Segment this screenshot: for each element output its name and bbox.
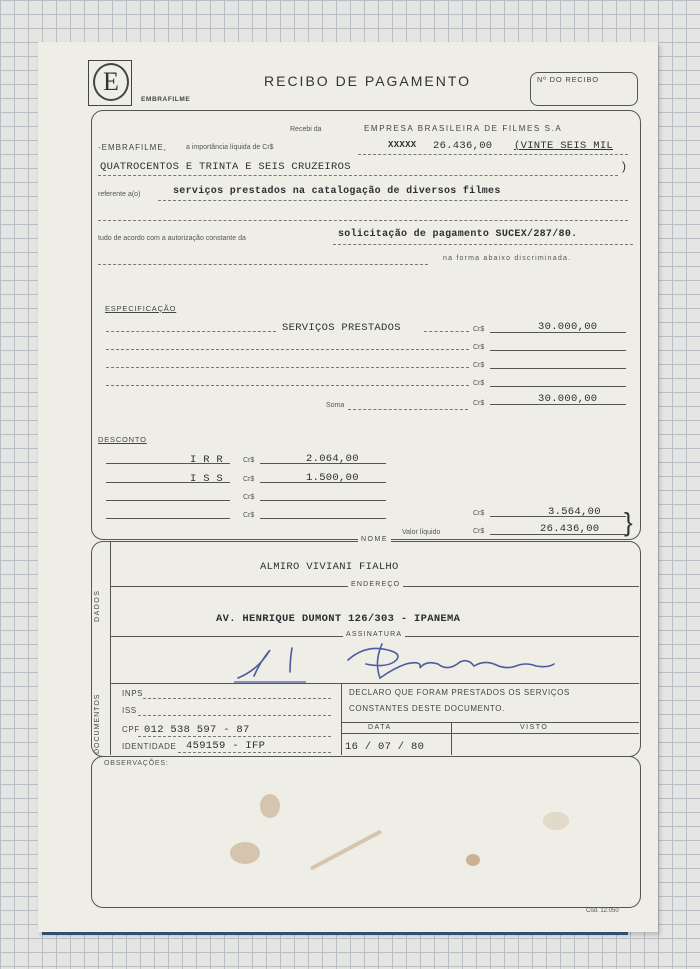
data-label: DATA [368, 724, 392, 731]
desconto-cr-1: Cr$ [243, 457, 255, 464]
logo-e-mark: E [93, 63, 129, 101]
iss-label: ISS [122, 706, 137, 715]
page-title: RECIBO DE PAGAMENTO [264, 73, 472, 89]
desconto-value-1: 2.064,00 [306, 453, 359, 465]
endereco-label: ENDEREÇO [348, 581, 403, 588]
desconto-label: DESCONTO [98, 435, 147, 444]
embrafilme-logo [88, 60, 132, 106]
company-name: EMPRESA BRASILEIRA DE FILMES S.A [364, 124, 563, 133]
inps-label: INPS [122, 689, 144, 698]
cpf-value: 012 538 597 - 87 [144, 724, 250, 736]
amount-words-2: QUATROCENTOS E TRINTA E SEIS CRUZEIROS [100, 161, 351, 173]
endereco-value: AV. HENRIQUE DUMONT 126/303 - IPANEMA [216, 613, 461, 625]
desconto-name-1: I R R [190, 454, 224, 466]
stain [260, 794, 280, 818]
amount-value: 26.436,00 [433, 140, 493, 152]
desconto-cr-2: Cr$ [243, 476, 255, 483]
observacoes-section [91, 756, 641, 908]
soma-value: 30.000,00 [538, 393, 598, 405]
receipt-number-label: Nº DO RECIBO [537, 75, 599, 84]
visto-label: VISTO [520, 724, 549, 731]
forma-label: na forma abaixo discriminada. [443, 255, 572, 262]
identidade-label: IDENTIDADE [122, 742, 177, 751]
valor-liquido-label: Valor líquido [402, 529, 441, 536]
nome-label: NOME [358, 536, 391, 543]
company-cont: -EMBRAFILME, [98, 143, 167, 152]
nome-value: ALMIRO VIVIANI FIALHO [260, 561, 399, 573]
dados-side-label: DADOS [94, 589, 101, 622]
receipt-paper [38, 42, 658, 932]
cpf-label: CPF [122, 725, 140, 734]
assinatura-label: ASSINATURA [343, 631, 405, 638]
amount-words-1: (VINTE SEIS MIL [514, 140, 614, 152]
stain [230, 842, 260, 864]
stain [543, 812, 569, 830]
desconto-value-2: 1.500,00 [306, 472, 359, 484]
cr-label-4: Cr$ [473, 380, 485, 387]
identidade-value: 459159 - IFP [186, 740, 266, 752]
importancia-label: a importância líquida de Cr$ [186, 144, 274, 151]
recebi-label: Recebi da [290, 126, 322, 133]
acordo-label: tudo de acordo com a autorização constante da [98, 235, 246, 242]
cr-label-1: Cr$ [473, 326, 485, 333]
form-code: Cód. 12.050 [586, 908, 619, 914]
documentos-side-label: DOCUMENTOS [94, 693, 101, 754]
declaro-line-2: CONSTANTES DESTE DOCUMENTO. [349, 704, 505, 713]
signature [198, 638, 568, 684]
especificacao-value-1: 30.000,00 [538, 321, 598, 333]
amount-struck: XXXXX [388, 140, 417, 150]
desconto-total-currency: Cr$ [473, 510, 485, 517]
soma-currency: Cr$ [473, 400, 485, 407]
stain [466, 854, 480, 866]
desconto-name-2: I S S [190, 473, 224, 485]
especificacao-label: ESPECIFICAÇÃO [105, 304, 177, 313]
closing-paren: ) [622, 159, 626, 173]
valor-liquido-value: 26.436,00 [540, 523, 600, 535]
cr-label-3: Cr$ [473, 362, 485, 369]
observacoes-label: OBSERVAÇÕES: [104, 760, 169, 767]
referente-value: serviços prestados na catalogação de diversos filmes [173, 186, 501, 197]
soma-label: Soma [326, 402, 345, 409]
bracket-mark: } [624, 507, 633, 537]
desconto-cr-4: Cr$ [243, 512, 255, 519]
referente-label: referente a(o) [98, 191, 141, 198]
especificacao-item-1: SERVIÇOS PRESTADOS [282, 322, 401, 334]
declaro-line-1: DECLARO QUE FORAM PRESTADOS OS SERVIÇOS [349, 688, 570, 697]
desconto-cr-3: Cr$ [243, 494, 255, 501]
liquido-currency: Cr$ [473, 528, 485, 535]
receipt-number-box [530, 72, 638, 106]
acordo-value: solicitação de pagamento SUCEX/287/80. [338, 229, 578, 240]
desconto-total-value: 3.564,00 [548, 506, 601, 518]
brand-name: EMBRAFILME [141, 96, 191, 103]
cr-label-2: Cr$ [473, 344, 485, 351]
data-value: 16 / 07 / 80 [345, 741, 425, 753]
